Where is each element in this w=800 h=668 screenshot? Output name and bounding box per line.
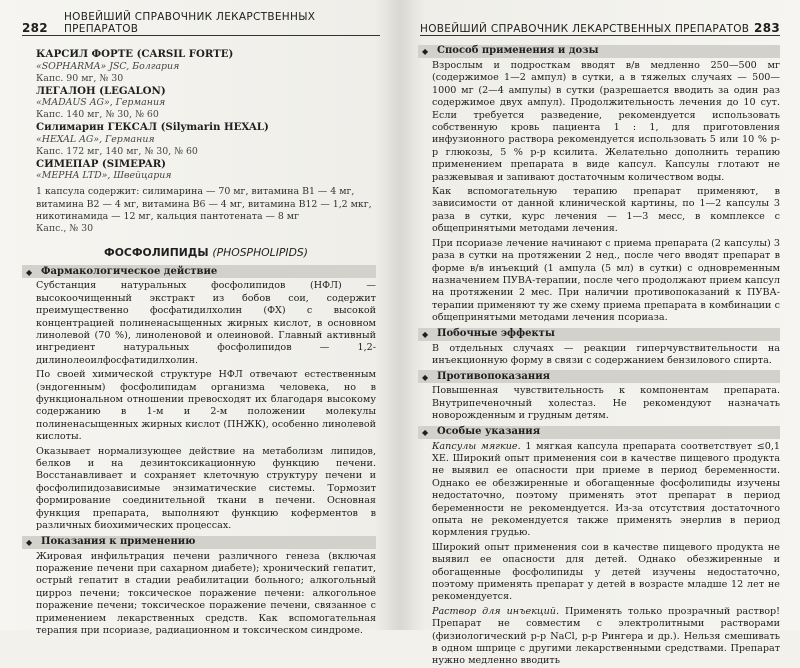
right-page	[402, 0, 800, 667]
paragraph: При псориазе лечение начинают с приема препарата (2 капсулы) 3 раза в сутки на протяжении 2 нед., после чего вводят препарат в форме в/в инъекций (1 ампула (5 мл) в сутки) с одновременным назначением ПУВА-терапии, после чего продолжают прием капсул на протяжении 2 мес. При наличии противопоказаний к ПУВА-терапии применяют ту же схему приема препарата в комбинации с общепринятыми методами лечения псориаза.	[432, 237, 780, 324]
paragraph	[432, 542, 780, 604]
product-entry	[36, 85, 376, 122]
paragraph-text: Применять только прозрачный раствор! Препарат не совместим с электролитными растворами (физиологический р-р NaCl, р-р Рингера и др.). Нельзя смешивать в одном шприце с другими лекарственными средствами. Препарат нужно медленно вводить	[432, 605, 780, 667]
left-body	[0, 36, 398, 637]
diamond-bullet-icon: ◆	[26, 266, 33, 277]
composition: 1 капсула содержит: силимарина — 70 мг, витамина B1 — 4 мг, витамина B2 — 4 мг, витамина B6 — 4 мг, витамина B12 — 1,2 мкг, никотинамида — 12 мг, кальция пантотената — 8 мг	[36, 186, 372, 222]
left-header	[22, 10, 380, 36]
paragraph: Субстанция натуральных фосфолипидов (НФЛ) — высокоочищенный экстракт из бобов сои, содержит преимущественно фосфатидилхолин (ФХ) с высокой концентрацией полиненасыщенных жирных кислот, в основном линолевой (70 %), линоленовой и олеиновой. Главный активный ингредиент натуральных фосфолипидов — 1,2-дилинолеоилфосфатидилхолин.	[36, 280, 376, 366]
paragraph	[432, 606, 780, 668]
left-page	[0, 0, 398, 636]
section-title: Способ применения и дозы	[437, 45, 599, 57]
packaging: Капс. 172 мг, 140 мг, № 30, № 60	[36, 145, 198, 157]
paragraph	[432, 441, 780, 540]
paragraph-text: Широкий опыт применения сои в качестве пищевого продукта не выявил ее опасности для детей. Однако обезжиренные и обогащенные фосфолипиды у детей изучены недостаточно, поэтому применять препарат у детей в возрасте младше 12 лет не рекомендуется.	[432, 541, 780, 603]
product-entry	[36, 48, 376, 85]
section-heading	[418, 370, 780, 383]
diamond-bullet-icon: ◆	[422, 328, 429, 339]
product-name: КАРСИЛ ФОРТЕ (CARSIL FORTE)	[36, 48, 234, 60]
manufacturer: «MADAUS AG», Германия	[36, 97, 166, 109]
product-name: СИМЕПАР (SIMEPAR)	[36, 157, 166, 170]
running-title: НОВЕЙШИЙ СПРАВОЧНИК ЛЕКАРСТВЕННЫХ ПРЕПАРАТОВ	[63, 11, 316, 35]
section-title: Побочные эффекты	[437, 327, 555, 339]
manufacturer: «HEXAL AG», Германия	[36, 133, 155, 145]
section-title: Показания к применению	[41, 535, 196, 547]
section-title: Фармакологическое действие	[41, 265, 218, 277]
group-title	[36, 247, 376, 259]
diamond-bullet-icon: ◆	[422, 371, 429, 382]
section-heading	[418, 45, 780, 58]
section-title: Противопоказания	[437, 370, 551, 382]
paragraph: Оказывает нормализующее действие на метаболизм липидов, белков и на дезинтоксикационную функцию печени. Восстанавливает и сохраняет клеточную структуру печени и фосфолипидозависимые энзиматические системы. Тормозит формирование соединительной ткани в печени. Основная функция препарата, выполняют функцию коферментов в различных биохимических процессах.	[36, 445, 376, 532]
section-title: Особые указания	[437, 425, 541, 437]
paragraph: По своей химической структуре НФЛ отвечают естественным (эндогенным) фосфолипидам организма человека, но в функциональном отношении превосходят их благодаря высокому содержанию в 1-м и 2-м положении молекулы полиненасыщенных жирных кислот (ПНЖК), особенно линолевой кислоты.	[36, 369, 376, 443]
paragraph: В отдельных случаях — реакции гиперчувствительности на инъекционную форму в связи с содержанием бензилового спирта.	[432, 342, 780, 366]
product-name: Силимарин ГЕКСАЛ (Silymarin HEXAL)	[36, 121, 269, 134]
section-heading	[418, 426, 780, 439]
running-title: НОВЕЙШИЙ СПРАВОЧНИК ЛЕКАРСТВЕННЫХ ПРЕПАРАТОВ	[420, 23, 750, 35]
manufacturer: «MEPHA LTD», Швейцария	[36, 170, 172, 182]
paragraph: Взрослым и подросткам вводят в/в медленно 250—500 мг (содержимое 1—2 ампул) в сутки, а в тяжелых случаях — 500—1000 мг (2—4 ампулы) в сутки (разрешается вводить за один раз содержимое двух ампул). Продолжительность лечения до 10 сут. Если требуется разведение, рекомендуется использовать собственную кровь пациента 1 : 1, для приготовления инфузионного раствора рекомендуется использовать 5 или 10 % р-р глюкозы, 5 % р-р ксилита. Желательно дополнить терапию применением препарата в виде капсул. Капсулы глотают не разжевывая и запивают достаточным количеством воды.	[432, 60, 780, 183]
section-heading	[22, 536, 376, 549]
product-name: ЛЕГАЛОН (LEGALON)	[36, 84, 166, 97]
paragraph: Жировая инфильтрация печени различного генеза (включая поражение печени при сахарном диабете); хронический гепатит, острый гепатит в стадии реабилитации больного; алкогольный цирроз печени; токсическое поражение печени: алкогольное поражение печени; токсическое поражение печени, связанное с применением лекарственных средств. Как вспомогательная терапия при псориазе, радиационном и токсическом синдроме.	[36, 550, 376, 636]
manufacturer: «SOPHARMA» JSC, Болгария	[36, 60, 180, 72]
right-body	[402, 36, 800, 668]
paragraph: Повышенная чувствительность к компонентам препарата. Внутрипеченочный холестаз. Не рекомендуют назначать новорожденным и грудным детям.	[432, 385, 780, 422]
paragraph-label: Раствор для инъекций.	[432, 605, 560, 617]
packaging: Капс., № 30	[36, 222, 94, 234]
section-heading	[22, 265, 376, 278]
diamond-bullet-icon: ◆	[422, 46, 429, 57]
group-title-latin: (PHOSPHOLIPIDS)	[212, 245, 308, 259]
paragraph: Как вспомогательную терапию препарат применяют, в зависимости от данной клинической картины, по 1—2 капсулы 3 раза в сутки, курс лечения — 1—3 месс, в комплексе с общепринятыми методами лечения.	[432, 186, 780, 235]
packaging: Капс. 90 мг, № 30	[36, 72, 124, 84]
product-entry	[36, 121, 376, 158]
diamond-bullet-icon: ◆	[26, 536, 33, 547]
group-title-ru: ФОСФОЛИПИДЫ	[104, 245, 209, 259]
paragraph-text: 1 мягкая капсула препарата соответствует ≤0,1 ХЕ. Широкий опыт применения сои в качестве пищевого продукта не выявил ее опасности при приеме в период беременности. Однако ее обезжиренные и обогащенные фосфолипиды изучены недостаточно, поэтому применять этот препарат в период беременности не рекомендуется. Из-за отсутствия достаточного опыта не рекомендуется также применять энерлив в период кормления грудью.	[432, 440, 780, 539]
section-heading	[418, 328, 780, 341]
diamond-bullet-icon: ◆	[422, 426, 429, 437]
page-number: 283	[754, 21, 780, 35]
page-number: 282	[22, 21, 48, 35]
right-header	[420, 10, 780, 36]
packaging: Капс. 140 мг, № 30, № 60	[36, 109, 159, 121]
paragraph-label: Капсулы мягкие.	[432, 440, 521, 452]
product-entry	[36, 158, 376, 183]
